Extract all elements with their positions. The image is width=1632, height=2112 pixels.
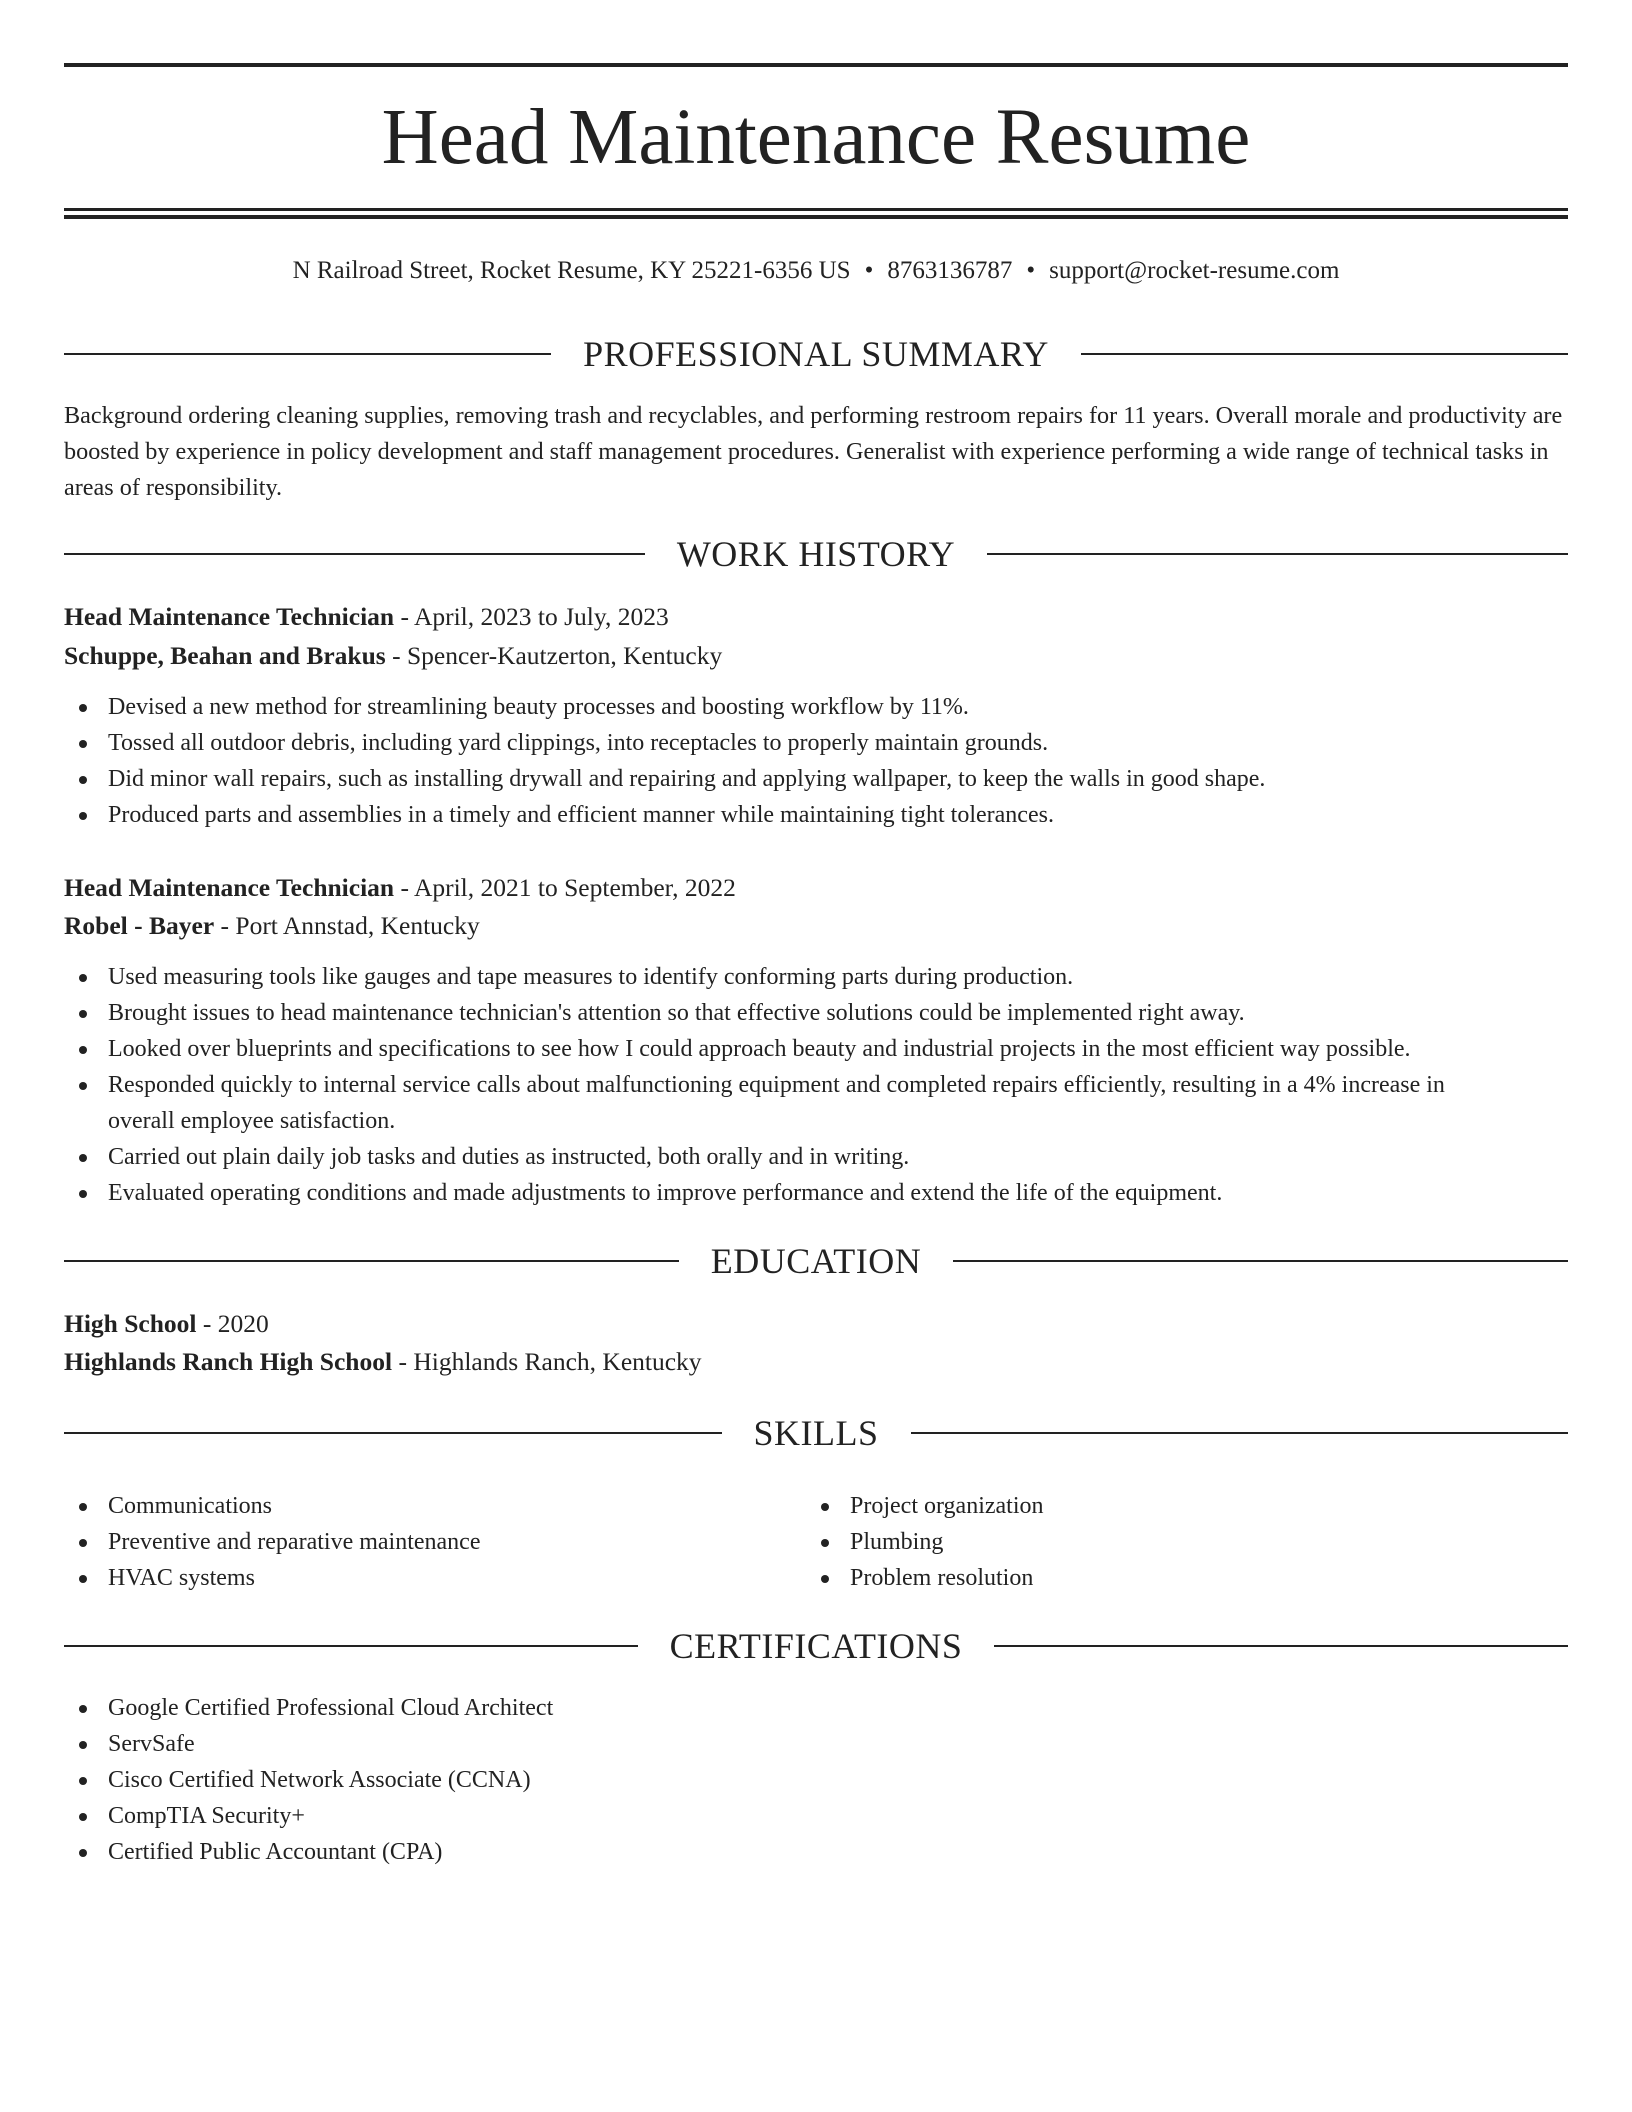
section-title: EDUCATION [710,1241,922,1281]
contact-address: N Railroad Street, Rocket Resume, KY 25221-6356 US [292,257,851,284]
skills-list-right [806,1488,1526,1596]
heading-rule [994,1645,1568,1647]
job-location: - Spencer-Kautzerton, Kentucky [385,641,723,670]
skills-list-left [64,1488,784,1596]
list-item: Looked over blueprints and specifications to see how I could approach beauty and industrial projects in the most efficient way possible. [64,1031,1504,1067]
education-degree-line [64,1305,1568,1343]
education-location: - Highlands Ranch, Kentucky [392,1347,702,1376]
list-item: Plumbing [806,1524,1526,1560]
title-rule-upper [64,208,1568,211]
heading-rule [64,353,551,355]
job-company-line [64,907,1568,945]
heading-rule [953,1260,1568,1262]
contact-separator: • [864,257,874,284]
heading-rule [64,553,645,555]
list-item: Problem resolution [806,1560,1526,1596]
summary-text: Background ordering cleaning supplies, removing trash and recyclables, and performing restroom repairs for 11 years. Overall morale and productivity are boosted by experience in policy development and staff management procedures. Generalist with experience performing a wide range of technical tasks in areas of responsibility. [64,402,1563,501]
job-duties-list [64,959,1504,1211]
heading-rule [987,553,1568,555]
certifications-list [64,1690,1568,1870]
section-heading-skills [64,1410,1568,1456]
section-title: SKILLS [753,1413,879,1453]
list-item: CompTIA Security+ [64,1798,1568,1834]
section-title: CERTIFICATIONS [669,1626,963,1666]
job-title: Head Maintenance Technician [64,602,395,631]
page-title: Head Maintenance Resume [381,94,1251,181]
list-item: Certified Public Accountant (CPA) [64,1834,1568,1870]
list-item: Used measuring tools like gauges and tape measures to identify conforming parts during production. [64,959,1504,995]
heading-rule [64,1260,679,1262]
contact-phone: 8763136787 [887,257,1013,284]
contact-line [64,253,1568,289]
heading-rule [1081,353,1568,355]
list-item: Project organization [806,1488,1526,1524]
job-location: - Port Annstad, Kentucky [214,911,480,940]
heading-rule [64,1645,638,1647]
list-item: Tossed all outdoor debris, including yard clippings, into receptacles to properly maintain grounds. [64,725,1568,761]
job-duties-list [64,689,1568,833]
list-item: Produced parts and assemblies in a timely and efficient manner while maintaining tight tolerances. [64,797,1568,833]
list-item: Preventive and reparative maintenance [64,1524,784,1560]
contact-separator: • [1026,257,1036,284]
education-school: Highlands Ranch High School [64,1347,393,1376]
heading-rule [911,1432,1569,1434]
job-title-line [64,598,1568,636]
list-item: Did minor wall repairs, such as installing drywall and repairing and applying wallpaper, to keep the walls in good shape. [64,761,1568,797]
job-dates: - April, 2021 to September, 2022 [394,873,736,902]
section-heading-work-history [64,531,1568,577]
section-heading-certifications [64,1623,1568,1669]
list-item: Cisco Certified Network Associate (CCNA) [64,1762,1568,1798]
education-degree: High School [64,1309,197,1338]
job-company-line [64,637,1568,675]
list-item: Communications [64,1488,784,1524]
section-title: PROFESSIONAL SUMMARY [583,334,1049,374]
list-item: Google Certified Professional Cloud Architect [64,1690,1568,1726]
list-item: Devised a new method for streamlining beauty processes and boosting workflow by 11%. [64,689,1568,725]
education-school-line [64,1343,1568,1381]
job-company: Robel - Bayer [64,911,215,940]
list-item: Evaluated operating conditions and made adjustments to improve performance and extend the life of the equipment. [64,1175,1504,1211]
list-item: HVAC systems [64,1560,784,1596]
list-item: Carried out plain daily job tasks and duties as instructed, both orally and in writing. [64,1139,1504,1175]
job-company: Schuppe, Beahan and Brakus [64,641,386,670]
top-rule [64,63,1568,67]
job-dates: - April, 2023 to July, 2023 [394,602,669,631]
job-title-line [64,869,1568,907]
title-rule-lower [64,215,1568,219]
heading-rule [64,1432,722,1434]
section-heading-education [64,1238,1568,1284]
job-title: Head Maintenance Technician [64,873,395,902]
contact-email: support@rocket-resume.com [1049,257,1340,284]
education-year: - 2020 [196,1309,269,1338]
list-item: Brought issues to head maintenance technician's attention so that effective solutions could be implemented right away. [64,995,1504,1031]
section-heading-summary [64,331,1568,377]
section-title: WORK HISTORY [676,534,956,574]
list-item: Responded quickly to internal service calls about malfunctioning equipment and completed repairs efficiently, resulting in a 4% increase in overall employee satisfaction. [64,1067,1504,1139]
list-item: ServSafe [64,1726,1568,1762]
